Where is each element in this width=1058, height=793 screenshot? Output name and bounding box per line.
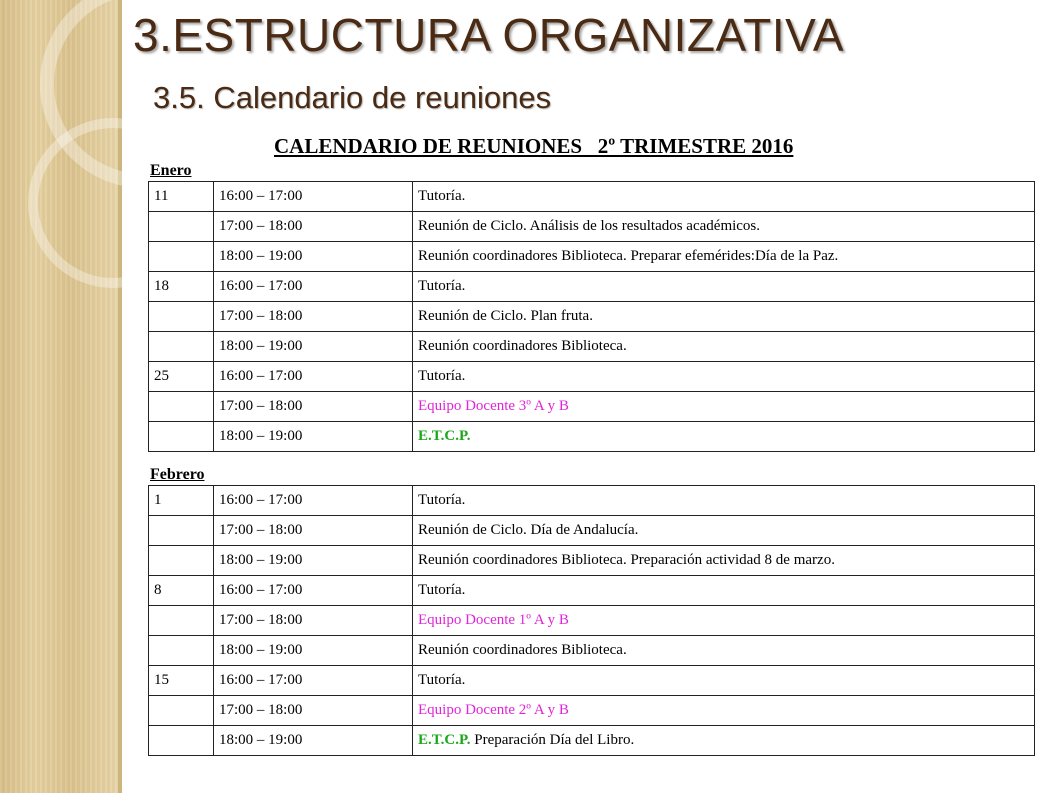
time-cell: 17:00 – 18:00 bbox=[214, 696, 413, 726]
activity-cell bbox=[413, 666, 1035, 696]
activity-text: Reunión coordinadores Biblioteca. Preparar efemérides:Día de la Paz. bbox=[418, 248, 839, 264]
slide-subtitle: 3.5. Calendario de reuniones bbox=[153, 80, 552, 115]
day-cell bbox=[149, 212, 214, 242]
activity-text: Reunión coordinadores Biblioteca. bbox=[418, 642, 627, 658]
day-cell: 15 bbox=[149, 666, 214, 696]
day-cell bbox=[149, 606, 214, 636]
time-cell: 17:00 – 18:00 bbox=[214, 302, 413, 332]
day-cell bbox=[149, 696, 214, 726]
table-row bbox=[149, 516, 1035, 546]
activity-cell bbox=[413, 726, 1035, 756]
activity-text: Equipo Docente 2º A y B bbox=[418, 702, 569, 718]
time-cell: 17:00 – 18:00 bbox=[214, 516, 413, 546]
activity-cell bbox=[413, 212, 1035, 242]
day-cell bbox=[149, 332, 214, 362]
time-cell: 17:00 – 18:00 bbox=[214, 212, 413, 242]
month-label-enero: Enero bbox=[150, 162, 192, 179]
activity-text: Tutoría. bbox=[418, 188, 466, 204]
table-row bbox=[149, 576, 1035, 606]
table-row bbox=[149, 726, 1035, 756]
calendar-document bbox=[148, 128, 1034, 793]
month-label-febrero: Febrero bbox=[150, 466, 205, 483]
activity-text: Reunión de Ciclo. Plan fruta. bbox=[418, 308, 593, 324]
schedule-table-enero bbox=[148, 181, 1035, 452]
day-cell: 1 bbox=[149, 486, 214, 516]
activity-text: Reunión de Ciclo. Día de Andalucía. bbox=[418, 522, 639, 538]
table-row bbox=[149, 546, 1035, 576]
time-cell: 16:00 – 17:00 bbox=[214, 576, 413, 606]
slide-title: 3.ESTRUCTURA ORGANIZATIVA bbox=[133, 9, 845, 61]
activity-cell bbox=[413, 576, 1035, 606]
table-row bbox=[149, 182, 1035, 212]
time-cell: 18:00 – 19:00 bbox=[214, 332, 413, 362]
time-cell: 16:00 – 17:00 bbox=[214, 272, 413, 302]
day-cell bbox=[149, 516, 214, 546]
table-row bbox=[149, 666, 1035, 696]
activity-text: Tutoría. bbox=[418, 582, 466, 598]
table-row bbox=[149, 362, 1035, 392]
time-cell: 16:00 – 17:00 bbox=[214, 362, 413, 392]
activity-text: Tutoría. bbox=[418, 278, 466, 294]
time-cell: 16:00 – 17:00 bbox=[214, 666, 413, 696]
day-cell bbox=[149, 726, 214, 756]
table-row bbox=[149, 332, 1035, 362]
activity-text: Tutoría. bbox=[418, 672, 466, 688]
activity-cell bbox=[413, 272, 1035, 302]
day-cell bbox=[149, 546, 214, 576]
activity-text: E.T.C.P. bbox=[418, 732, 471, 748]
activity-cell bbox=[413, 392, 1035, 422]
table-row bbox=[149, 606, 1035, 636]
activity-cell bbox=[413, 486, 1035, 516]
table-row bbox=[149, 272, 1035, 302]
activity-cell bbox=[413, 362, 1035, 392]
document-title: CALENDARIO DE REUNIONES 2º TRIMESTRE 2016 bbox=[274, 134, 794, 158]
time-cell: 18:00 – 19:00 bbox=[214, 726, 413, 756]
activity-cell bbox=[413, 242, 1035, 272]
table-row bbox=[149, 242, 1035, 272]
table-row bbox=[149, 696, 1035, 726]
day-cell bbox=[149, 422, 214, 452]
time-cell: 18:00 – 19:00 bbox=[214, 636, 413, 666]
activity-text: Reunión coordinadores Biblioteca. bbox=[418, 338, 627, 354]
time-cell: 16:00 – 17:00 bbox=[214, 486, 413, 516]
activity-cell bbox=[413, 606, 1035, 636]
day-cell: 18 bbox=[149, 272, 214, 302]
activity-cell bbox=[413, 636, 1035, 666]
day-cell bbox=[149, 392, 214, 422]
time-cell: 17:00 – 18:00 bbox=[214, 606, 413, 636]
day-cell bbox=[149, 302, 214, 332]
time-cell: 18:00 – 19:00 bbox=[214, 546, 413, 576]
table-row bbox=[149, 486, 1035, 516]
activity-cell bbox=[413, 516, 1035, 546]
time-cell: 18:00 – 19:00 bbox=[214, 242, 413, 272]
table-row bbox=[149, 392, 1035, 422]
day-cell bbox=[149, 242, 214, 272]
day-cell: 25 bbox=[149, 362, 214, 392]
activity-text: Tutoría. bbox=[418, 492, 466, 508]
activity-suffix: Preparación Día del Libro. bbox=[470, 732, 635, 748]
activity-cell bbox=[413, 696, 1035, 726]
activity-cell bbox=[413, 422, 1035, 452]
day-cell: 8 bbox=[149, 576, 214, 606]
activity-text: Reunión de Ciclo. Análisis de los resultados académicos. bbox=[418, 218, 761, 234]
activity-text: Equipo Docente 1º A y B bbox=[418, 612, 569, 628]
activity-text: Reunión coordinadores Biblioteca. Preparación actividad 8 de marzo. bbox=[418, 552, 835, 568]
activity-text: E.T.C.P. bbox=[418, 428, 471, 444]
time-cell: 18:00 – 19:00 bbox=[214, 422, 413, 452]
table-row bbox=[149, 212, 1035, 242]
table-row bbox=[149, 302, 1035, 332]
activity-text: Equipo Docente 3º A y B bbox=[418, 398, 569, 414]
activity-text: Tutoría. bbox=[418, 368, 466, 384]
day-cell bbox=[149, 636, 214, 666]
time-cell: 17:00 – 18:00 bbox=[214, 392, 413, 422]
activity-cell bbox=[413, 332, 1035, 362]
table-row bbox=[149, 422, 1035, 452]
table-row bbox=[149, 636, 1035, 666]
time-cell: 16:00 – 17:00 bbox=[214, 182, 413, 212]
activity-cell bbox=[413, 546, 1035, 576]
activity-cell bbox=[413, 182, 1035, 212]
day-cell: 11 bbox=[149, 182, 214, 212]
activity-cell bbox=[413, 302, 1035, 332]
schedule-table-febrero bbox=[148, 485, 1035, 756]
